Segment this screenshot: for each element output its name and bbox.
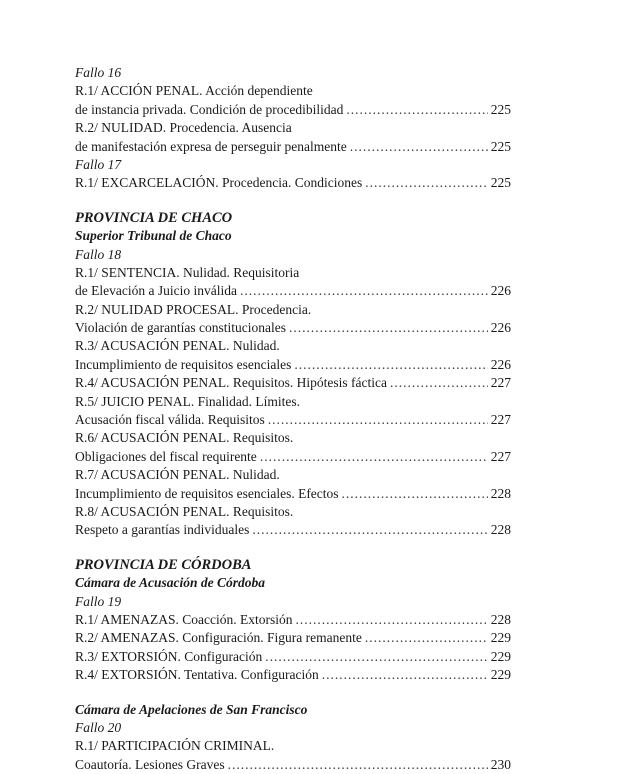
entry-text: Coautoría. Lesiones Graves [75,756,225,772]
dot-leader [346,101,487,119]
entry-text: Incumplimiento de requisitos esenciales. Efectos [75,485,339,501]
entry-text: de manifestación expresa de perseguir penalmente [75,138,347,154]
page-number: 227 [490,448,511,464]
province-heading: PROVINCIA DE CÓRDOBA [75,556,252,573]
province-heading: PROVINCIA DE CHACO [75,209,233,226]
dot-leader [365,629,488,647]
index-entry [75,101,511,119]
court-heading: Superior Tribunal de Chaco [75,228,232,244]
dot-leader [350,138,488,156]
entry-text: R.2/ AMENAZAS. Configuración. Figura remanente [75,630,362,646]
index-entry-text: R.1/ PARTICIPACIÓN CRIMINAL. [75,738,275,754]
index-entry [75,648,511,666]
index-entry [75,411,511,429]
section-spacer [75,540,511,556]
index-entry [75,666,511,684]
dot-leader [322,666,488,684]
entry-text: R.1/ EXCARCELACIÓN. Procedencia. Condiciones [75,175,363,191]
entry-text: R.3/ EXTORSIÓN. Configuración [75,648,263,664]
index-entry-text: R.1/ SENTENCIA. Nulidad. Requisitoria [75,264,300,280]
dot-leader [294,356,487,374]
section-spacer [75,685,511,701]
section-spacer [75,193,511,209]
index-entry [75,756,511,774]
table-of-contents [75,64,511,774]
index-entry [75,611,511,629]
page-number: 228 [490,522,511,538]
entry-text: Violación de garantías constitucionales [75,320,286,336]
index-entry [75,282,511,300]
dot-leader [240,282,488,300]
index-entry [75,448,511,466]
index-entry [75,485,511,503]
index-entry-text: R.2/ NULIDAD. Procedencia. Ausencia [75,120,292,136]
entry-text: Respeto a garantías individuales [75,522,250,538]
index-entry-text: R.1/ ACCIÓN PENAL. Acción dependiente [75,83,313,99]
dot-leader [265,648,488,666]
index-entry [75,138,511,156]
court-heading: Cámara de Acusación de Córdoba [75,575,266,591]
index-entry [75,629,511,647]
dot-leader [228,756,488,774]
entry-text: R.1/ AMENAZAS. Coacción. Extorsión [75,611,293,627]
index-entry [75,521,511,539]
page-number: 229 [490,630,511,646]
page-number: 226 [490,283,511,299]
entry-text: de Elevación a Juicio inválida [75,283,237,299]
page-number: 229 [490,648,511,664]
fallo-heading: Fallo 17 [75,156,122,172]
index-entry [75,356,511,374]
dot-leader [268,411,488,429]
dot-leader [260,448,488,466]
fallo-heading: Fallo 20 [75,719,122,735]
index-entry-text: R.6/ ACUSACIÓN PENAL. Requisitos. [75,430,294,446]
index-entry-text: R.3/ ACUSACIÓN PENAL. Nulidad. [75,338,280,354]
index-entry [75,174,511,192]
dot-leader [342,485,488,503]
dot-leader [365,174,488,192]
entry-text: Acusación fiscal válida. Requisitos [75,412,265,428]
fallo-heading: Fallo 18 [75,246,122,262]
index-entry-text: R.5/ JUICIO PENAL. Finalidad. Límites. [75,393,300,409]
page-number: 227 [490,412,511,428]
entry-text: R.4/ EXTORSIÓN. Tentativa. Configuración [75,667,319,683]
index-entry [75,319,511,337]
court-heading: Cámara de Apelaciones de San Francisco [75,701,308,717]
page-number: 225 [490,175,511,191]
index-entry-text: R.7/ ACUSACIÓN PENAL. Nulidad. [75,467,280,483]
page-number: 229 [490,667,511,683]
index-entry-text: R.2/ NULIDAD PROCESAL. Procedencia. [75,301,312,317]
dot-leader [390,374,488,392]
dot-leader [289,319,488,337]
entry-text: Incumplimiento de requisitos esenciales [75,356,292,372]
page-number: 230 [490,756,511,772]
dot-leader [252,521,487,539]
page-number: 226 [490,356,511,372]
index-entry-text: R.8/ ACUSACIÓN PENAL. Requisitos. [75,503,294,519]
page-number: 227 [490,375,511,391]
fallo-heading: Fallo 19 [75,593,122,609]
page-number: 225 [490,138,511,154]
page-number: 226 [490,320,511,336]
index-entry [75,374,511,392]
entry-text: de instancia privada. Condición de procedibilidad [75,101,344,117]
page-number: 228 [490,485,511,501]
entry-text: Obligaciones del fiscal requirente [75,448,257,464]
fallo-heading: Fallo 16 [75,65,122,80]
dot-leader [296,611,488,629]
entry-text: R.4/ ACUSACIÓN PENAL. Requisitos. Hipótesis fáctica [75,375,387,391]
page-number: 228 [490,611,511,627]
page-number: 225 [490,101,511,117]
